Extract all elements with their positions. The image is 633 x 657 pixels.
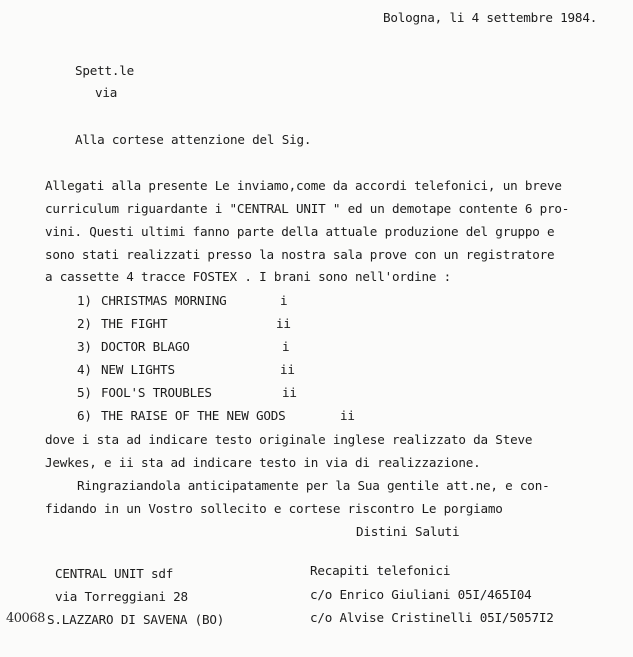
track-number: 3): [77, 339, 92, 354]
explanation-line: Jewkes, e ii sta ad indicare testo in via di realizzazione.: [45, 455, 481, 470]
body-line: curriculum riguardante i "CENTRAL UNIT " ed un demotape contente 6 pro-: [45, 201, 570, 216]
explanation-line: dove i sta ad indicare testo originale inglese realizzato da Steve: [45, 432, 533, 447]
body-line: a cassette 4 tracce FOSTEX . I brani sono nell'ordine :: [45, 269, 452, 284]
recipient-street: via: [95, 85, 118, 100]
handwritten-postcode: 40068: [6, 611, 45, 626]
track-title: DOCTOR BLAGO: [101, 339, 190, 354]
attention-line: Alla cortese attenzione del Sig.: [75, 132, 312, 147]
track-number: 2): [77, 316, 92, 331]
track-number: 4): [77, 362, 92, 377]
track-title: FOOL'S TROUBLES: [101, 385, 212, 400]
track-title: NEW LIGHTS: [101, 362, 175, 377]
body-line: sono stati realizzati presso la nostra sala prove con un registratore: [45, 247, 555, 262]
contact-line: c/o Alvise Cristinelli 05I/5057I2: [310, 610, 554, 625]
sender-street: via Torreggiani 28: [55, 589, 188, 604]
track-mark: i: [282, 339, 290, 354]
track-number: 5): [77, 385, 92, 400]
body-line: Allegati alla presente Le inviamo,come da accordi telefonici, un breve: [45, 178, 562, 193]
contact-line: c/o Enrico Giuliani 05I/465I04: [310, 587, 532, 602]
sender-city: S.LAZZARO DI SAVENA (BO): [47, 612, 225, 627]
recipient-salutation: Spett.le: [75, 63, 135, 78]
track-mark: ii: [276, 316, 291, 331]
signoff: Distini Saluti: [356, 524, 460, 539]
track-number: 1): [77, 293, 92, 308]
track-title: THE FIGHT: [101, 316, 168, 331]
track-number: 6): [77, 408, 92, 423]
body-line: vini. Questi ultimi fanno parte della attuale produzione del gruppo e: [45, 224, 555, 239]
sender-name: CENTRAL UNIT sdf: [55, 566, 174, 581]
track-mark: ii: [340, 408, 355, 423]
closing-line: Ringraziandola anticipatamente per la Sua gentile att.ne, e con-: [77, 478, 550, 493]
contacts-heading: Recapiti telefonici: [310, 563, 451, 578]
date-line: Bologna, li 4 settembre 1984.: [383, 10, 598, 25]
track-mark: ii: [280, 362, 295, 377]
track-title: CHRISTMAS MORNING: [101, 293, 227, 308]
track-title: THE RAISE OF THE NEW GODS: [101, 408, 286, 423]
closing-line: fidando in un Vostro sollecito e cortese riscontro Le porgiamo: [45, 501, 503, 516]
track-mark: i: [280, 293, 288, 308]
track-mark: ii: [282, 385, 297, 400]
